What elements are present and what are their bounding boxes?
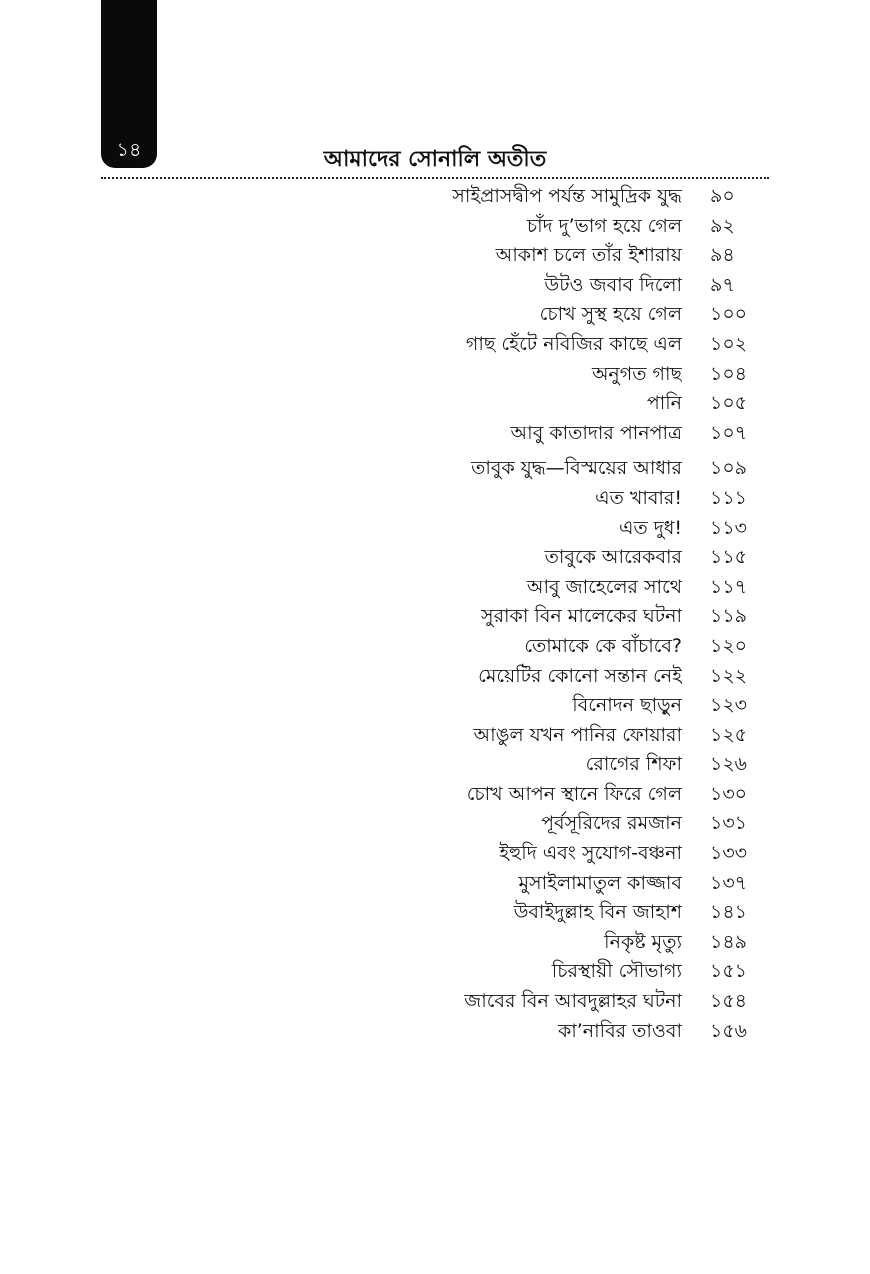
- toc-entry-page: ১০৯: [710, 457, 748, 480]
- toc-entry-page: ১১৯: [710, 605, 747, 628]
- toc-entry: [380, 182, 780, 212]
- toc-entry: [380, 898, 780, 928]
- toc-entry: [380, 543, 780, 573]
- toc-entry-page: ৯২: [710, 214, 735, 237]
- toc-entry: [380, 300, 780, 330]
- toc-entry-title: পূর্বসূরিদের রমজান: [541, 812, 682, 835]
- toc-entry: [380, 750, 780, 780]
- toc-entry: [380, 602, 780, 632]
- toc-entry: [380, 389, 780, 419]
- toc-entry: [380, 454, 780, 484]
- toc-entry-title: জাবের বিন আবদুল্লাহর ঘটনা: [464, 990, 682, 1013]
- toc-entry: [380, 869, 780, 899]
- toc-entry: [380, 419, 780, 449]
- toc-entry-title: তোমাকে কে বাঁচাবে?: [524, 634, 682, 657]
- toc-entry-title: আকাশ চলে তাঁর ইশারায়: [495, 244, 682, 267]
- toc-entry-title: চাঁদ দু’ভাগ হয়ে গেল: [526, 214, 682, 237]
- toc-entry-page: ১৩৭: [710, 871, 748, 894]
- toc-entry-page: ৯৪: [710, 244, 735, 267]
- toc-entry: [380, 1017, 780, 1047]
- toc-entry-page: ১১৩: [710, 516, 748, 539]
- toc-entry-page: ১৪১: [710, 901, 747, 924]
- toc-entry: [380, 241, 780, 271]
- toc-entry: [380, 721, 780, 751]
- toc-entry-title: আবু কাতাদার পানপাত্র: [510, 421, 682, 444]
- toc-entry-title: নিকৃষ্ট মৃত্যু: [604, 930, 682, 953]
- toc-entry-page: ১০৭: [710, 421, 748, 444]
- table-of-contents: [380, 182, 780, 1046]
- toc-entry-page: ১০০: [710, 303, 748, 326]
- toc-entry: [380, 573, 780, 603]
- toc-entry-title: তাবুকে আরেকবার: [544, 546, 682, 569]
- toc-entry-title: মুসাইলামাতুল কাজ্জাব: [518, 871, 682, 894]
- toc-entry: [380, 662, 780, 692]
- toc-entry-title: সুরাকা বিন মালেকের ঘটনা: [481, 605, 682, 628]
- toc-entry-title: সাইপ্রাসদ্বীপ পর্যন্ত সামুদ্রিক যুদ্ধ: [452, 185, 682, 207]
- toc-entry-title: আঙুল যখন পানির ফোয়ারা: [473, 723, 682, 746]
- toc-entry-page: ১২২: [710, 664, 748, 687]
- toc-entry-title: মেয়েটির কোনো সন্তান নেই: [478, 664, 682, 687]
- toc-entry: [380, 839, 780, 869]
- toc-entry-title: তাবুক যুদ্ধ—বিস্ময়ের আধার: [471, 457, 682, 480]
- toc-entry-page: ১৪৯: [710, 930, 747, 953]
- toc-entry-page: ১০৪: [710, 362, 748, 385]
- page-number-tab: [101, 0, 157, 168]
- toc-entry: [380, 514, 780, 544]
- toc-entry: [380, 780, 780, 810]
- toc-entry-title: চোখ সুস্থ হয়ে গেল: [539, 303, 682, 326]
- toc-entry: [380, 271, 780, 301]
- toc-entry-page: ১৩১: [710, 812, 748, 835]
- toc-entry-page: ১০৫: [710, 392, 748, 415]
- toc-entry-page: ৯৭: [710, 273, 735, 296]
- running-head-title: আমাদের সোনালি অতীত: [323, 147, 547, 172]
- toc-entry: [380, 987, 780, 1017]
- toc-entry-title: পানি: [646, 392, 682, 415]
- toc-entry: [380, 691, 780, 721]
- toc-entry-page: ১১৭: [710, 575, 748, 598]
- page-number: ১৪: [116, 139, 142, 161]
- toc-entry-page: ১২৩: [710, 694, 748, 717]
- toc-entry-page: ৯০: [710, 185, 735, 207]
- toc-entry-title: বিনোদন ছাড়ুন: [572, 694, 682, 717]
- dotted-divider: [101, 177, 769, 179]
- toc-entry-page: ১৩০: [710, 782, 748, 805]
- toc-entry-title: গাছ হেঁটে নবিজির কাছে এল: [465, 332, 682, 355]
- toc-entry-page: ১৫৬: [710, 1019, 748, 1042]
- toc-entry-page: ১০২: [710, 332, 748, 355]
- toc-entry-page: ১৩৩: [710, 842, 748, 865]
- toc-entry: [380, 809, 780, 839]
- toc-entry-page: ১১১: [710, 486, 747, 509]
- toc-entry-title: রোগের শিফা: [585, 753, 682, 776]
- toc-entry: [380, 928, 780, 958]
- toc-entry: [380, 212, 780, 242]
- toc-entry-page: ১৫১: [710, 960, 747, 983]
- toc-entry: [380, 330, 780, 360]
- toc-entry-page: ১২০: [710, 634, 748, 657]
- toc-entry-title: উবাইদুল্লাহ বিন জাহাশ: [513, 901, 682, 924]
- toc-entry-title: ইহুদি এবং সুযোগ-বঞ্চনা: [499, 842, 682, 865]
- toc-entry: [380, 632, 780, 662]
- toc-entry-page: ১৫৪: [710, 990, 747, 1013]
- toc-entry-title: এত দুধ!: [619, 516, 682, 539]
- toc-entry-title: অনুগত গাছ: [591, 362, 682, 385]
- toc-entry-title: চোখ আপন স্থানে ফিরে গেল: [466, 782, 682, 805]
- toc-entry-page: ১২৬: [710, 753, 748, 776]
- toc-entry: [380, 360, 780, 390]
- toc-entry-page: ১১৫: [710, 546, 747, 569]
- toc-entry-title: চিরস্থায়ী সৌভাগ্য: [551, 960, 682, 983]
- toc-entry: [380, 957, 780, 987]
- toc-entry-title: কা’নাবির তাওবা: [557, 1019, 682, 1042]
- toc-entry-page: ১২৫: [710, 723, 748, 746]
- toc-entry-title: আবু জাহেলের সাথে: [526, 575, 682, 598]
- toc-entry-title: উটও জবাব দিলো: [544, 273, 682, 296]
- toc-entry-title: এত খাবার!: [595, 486, 682, 509]
- toc-entry: [380, 484, 780, 514]
